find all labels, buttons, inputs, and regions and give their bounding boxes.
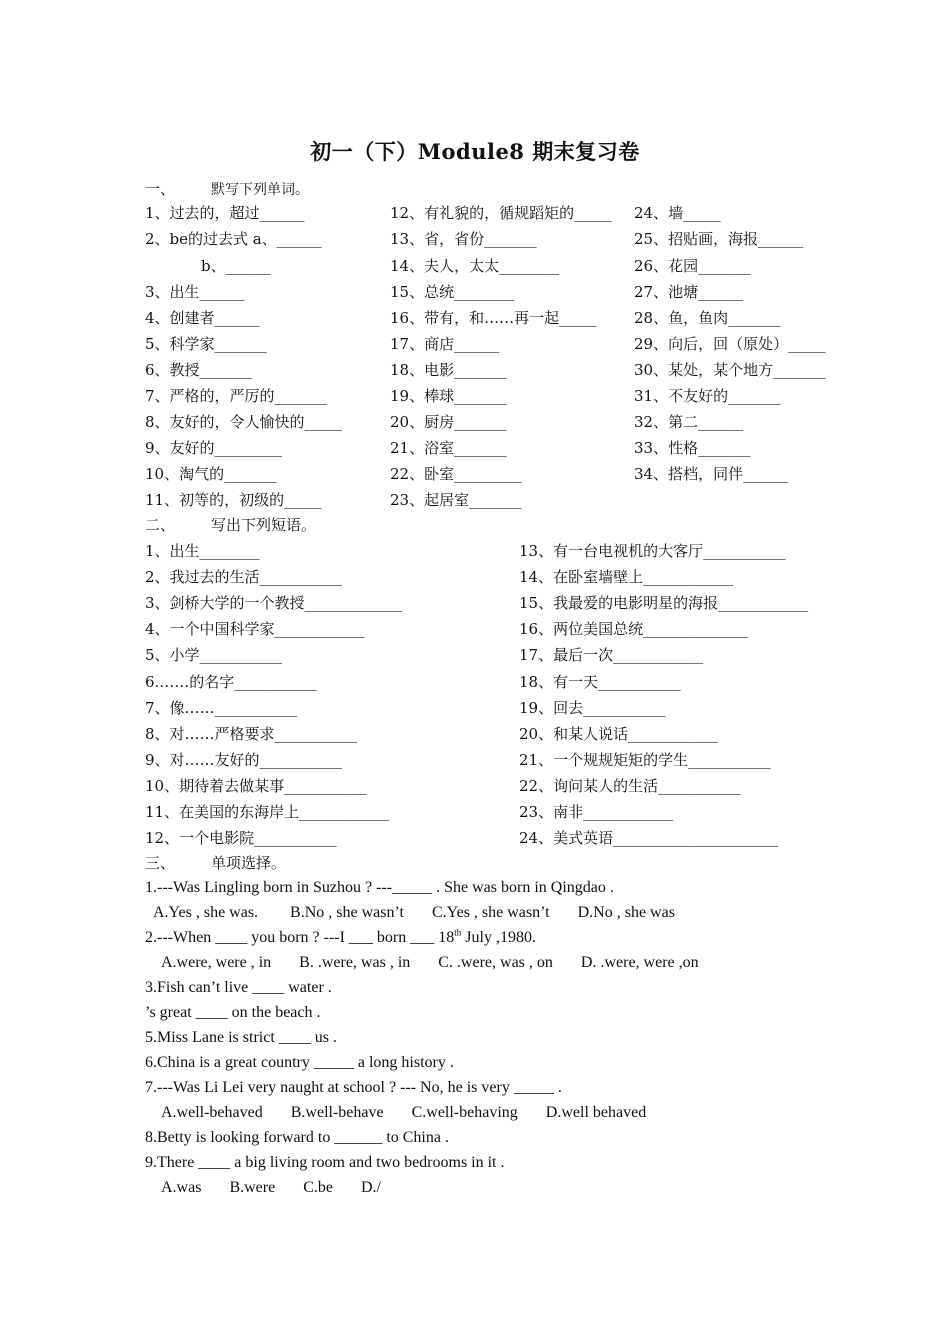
phrase-item: 5、小学___________: [145, 646, 283, 664]
question-2-options: A.were, were , in B. .were, was , in C. .were, was , on D. .were, were ,on: [161, 954, 699, 971]
word-item: 32、第二______: [634, 413, 744, 431]
question-7-options: A.well-behaved B.well-behave C.well-behaving D.well behaved: [161, 1104, 647, 1121]
word-item: 21、浴室_______: [390, 439, 507, 457]
phrase-item: 15、我最爱的电影明星的海报____________: [519, 594, 809, 612]
word-item: 23、起居室_______: [390, 491, 522, 509]
word-item: 14、夫人，太太________: [390, 257, 560, 275]
phrase-item: 13、有一台电视机的大客厅___________: [519, 542, 786, 560]
word-item: 33、性格_______: [634, 439, 751, 457]
question-8: 8.Betty is looking forward to ______ to China .: [145, 1129, 449, 1146]
word-item: 3、出生______: [145, 283, 245, 301]
section1-number: 一、: [145, 180, 176, 198]
word-item: 1、过去的，超过______: [145, 204, 305, 222]
word-item: 26、花园_______: [634, 257, 751, 275]
word-item: 13、省，省份_______: [390, 230, 537, 248]
word-item: 16、带有，和……再一起_____: [390, 309, 597, 327]
phrase-item: 3、剑桥大学的一个教授_____________: [145, 594, 403, 612]
phrase-item: 16、两位美国总统______________: [519, 620, 749, 638]
phrase-item: 23、南非____________: [519, 803, 674, 821]
word-item: 9、友好的_________: [145, 439, 283, 457]
phrase-item: 9、对……友好的___________: [145, 751, 343, 769]
phrase-item: 17、最后一次____________: [519, 646, 704, 664]
phrase-item: 1、出生________: [145, 542, 260, 560]
section3-number: 三、: [145, 854, 176, 872]
word-item: 22、卧室_________: [390, 465, 522, 483]
word-item: 31、不友好的_______: [634, 387, 781, 405]
question-5: 5.Miss Lane is strict ____ us .: [145, 1029, 337, 1046]
word-item: 15、总统________: [390, 283, 515, 301]
section2-title: 写出下列短语。: [211, 516, 317, 534]
phrase-item: 21、一个规规矩矩的学生___________: [519, 751, 771, 769]
question-2-text: 2.---When ____ you born ? ---I ___ born ___ 18: [145, 929, 455, 946]
ordinal-suffix: th: [454, 927, 462, 938]
phrase-item: 2、我过去的生活___________: [145, 568, 343, 586]
word-item: 18、电影_______: [390, 361, 507, 379]
question-2: [145, 929, 536, 947]
phrase-item: 20、和某人说话____________: [519, 725, 719, 743]
section1-heading: [145, 180, 309, 199]
section2-number: 二、: [145, 516, 176, 534]
phrase-item: 12、一个电影院___________: [145, 829, 337, 847]
page-title: 初一（下）Module8 期末复习卷: [310, 139, 640, 164]
word-item: 4、创建者______: [145, 309, 260, 327]
phrase-item: 11、在美国的东海岸上____________: [145, 803, 390, 821]
word-item: 11、初等的，初级的_____: [145, 491, 322, 509]
word-item: 27、池塘______: [634, 283, 744, 301]
question-9: 9.There ____ a big living room and two bedrooms in it .: [145, 1154, 505, 1171]
question-2-tail: July ,1980.: [461, 929, 536, 946]
section3-heading: [145, 854, 286, 872]
phrase-item: 7、像……___________: [145, 699, 298, 717]
phrase-item: 14、在卧室墙壁上____________: [519, 568, 734, 586]
word-item: 17、商店______: [390, 335, 500, 353]
phrase-item: 8、对……严格要求___________: [145, 725, 358, 743]
question-6: 6.China is a great country _____ a long history .: [145, 1054, 454, 1071]
section3-title: 单项选择。: [211, 854, 287, 872]
question-7: 7.---Was Li Lei very naught at school ? --- No, he is very _____ .: [145, 1079, 562, 1096]
word-item: 29、向后，回（原处）_____: [634, 335, 826, 353]
section1-title: 默写下列单词。: [211, 182, 309, 198]
word-item: 34、搭档，同伴______: [634, 465, 789, 483]
word-item: 8、友好的，令人愉快的_____: [145, 413, 343, 431]
question-1-options: A.Yes , she was. B.No , she wasn’t C.Yes , she wasn’t D.No , she was: [153, 904, 675, 921]
word-item: 28、鱼，鱼肉_______: [634, 309, 781, 327]
phrase-item: 4、一个中国科学家____________: [145, 620, 365, 638]
phrase-item: 10、期待着去做某事___________: [145, 777, 367, 795]
word-item: 12、有礼貌的，循规蹈矩的_____: [390, 204, 612, 222]
word-item: 6、教授_______: [145, 361, 253, 379]
word-item: 19、棒球_______: [390, 387, 507, 405]
section2-heading: [145, 516, 316, 534]
phrase-item: 24、美式英语______________________: [519, 829, 779, 847]
word-item: 7、严格的，严厉的_______: [145, 387, 328, 405]
word-item: 20、厨房_______: [390, 413, 507, 431]
question-1: 1.---Was Lingling born in Suzhou ? ---_____ . She was born in Qingdao .: [145, 879, 614, 896]
word-item: 10、淘气的_______: [145, 465, 277, 483]
word-item: 24、墙_____: [634, 204, 721, 222]
word-item: b、______: [201, 257, 271, 275]
phrase-item: 22、询问某人的生活___________: [519, 777, 741, 795]
word-item: 5、科学家_______: [145, 335, 268, 353]
phrase-item: 18、有一天___________: [519, 673, 681, 691]
phrase-item: 6.……的名字___________: [145, 673, 317, 691]
question-9-options: A.was B.were C.be D./: [161, 1179, 381, 1196]
word-item: 2、be的过去式 a、______: [145, 230, 322, 248]
word-item: 30、某处，某个地方_______: [634, 361, 826, 379]
question-3: 3.Fish can’t live ____ water .: [145, 979, 332, 996]
phrase-item: 19、回去___________: [519, 699, 666, 717]
question-4: ’s great ____ on the beach .: [145, 1004, 321, 1021]
word-item: 25、招贴画，海报______: [634, 230, 804, 248]
